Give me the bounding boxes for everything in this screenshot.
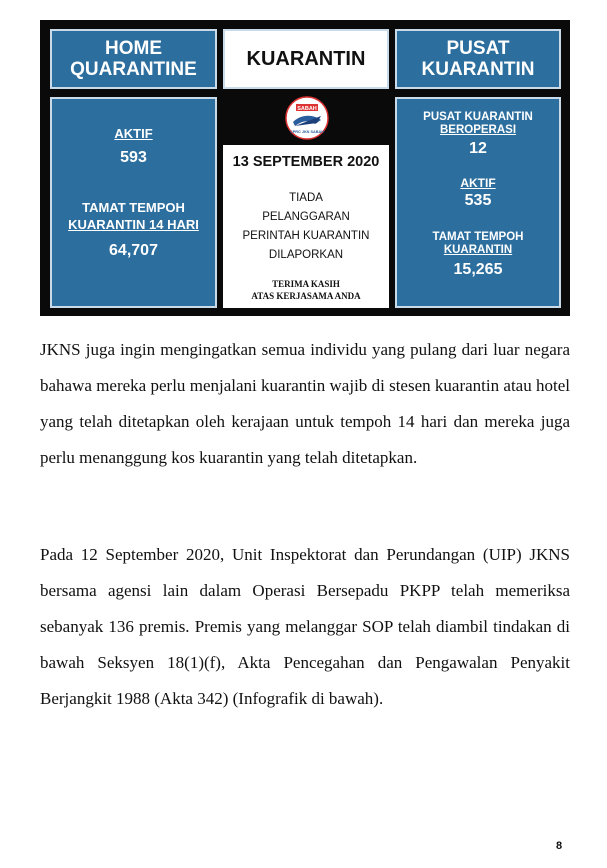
home-quarantine-stats [50, 97, 217, 308]
pusat-completed-label-line1: TAMAT TEMPOH [432, 231, 524, 243]
pusat-kuarantin-stats [395, 97, 561, 308]
paragraph-inspection: Pada 12 September 2020, Unit Inspektorat dan Perundangan (UIP) JKNS bersama agensi lain dalam Operasi Bersepadu PKPP telah memeriksa sebanyak 136 premis. Premis yang melanggar SOP telah diambil tindakan di bawah Seksyen 18(1)(f), Akta Pencegahan dan Pengawalan Penyakit Berjangkit 1988 (Akta 342) (Infografik di bawah). [40, 545, 570, 708]
pusat-active-value: 535 [464, 192, 492, 209]
sabah-logo-icon [285, 96, 329, 140]
home-completed-label-line1: TAMAT TEMPOH [82, 200, 185, 215]
notice-line: PELANGGARAN [262, 211, 350, 223]
home-completed-label [52, 199, 215, 233]
home-quarantine-title-line2: QUARANTINE [70, 59, 197, 80]
notice-line: TIADA [289, 192, 323, 204]
home-completed-label-line2: KUARANTIN 14 HARI [68, 217, 199, 232]
operating-label [397, 111, 559, 137]
pusat-completed-value: 15,265 [453, 261, 503, 278]
center-thanks [223, 278, 389, 302]
home-completed-value: 64,707 [109, 242, 158, 259]
center-notice-box [223, 145, 389, 308]
paragraph-advisory: JKNS juga ingin mengingatkan semua individu yang pulang dari luar negara bahawa mereka perlu menjalani kuarantin wajib di stesen kuarantin atau hotel yang telah ditetapkan oleh kerajaan untuk tempoh 14 hari dan mereka juga perlu menanggung kos kuarantin yang telah ditetapkan. [40, 340, 570, 467]
kuarantin-title-text: KUARANTIN [246, 47, 366, 70]
logo-text: SABAH [297, 106, 317, 112]
sabah-logo [285, 96, 329, 140]
operating-label-line1: PUSAT KUARANTIN [423, 111, 533, 123]
notice-line: PERINTAH KUARANTIN [242, 230, 370, 242]
pusat-kuarantin-title-line1: PUSAT [446, 37, 510, 59]
operating-value: 12 [469, 140, 487, 157]
center-date: 13 SEPTEMBER 2020 [232, 154, 380, 170]
home-quarantine-title-line1: HOME [105, 37, 162, 59]
logo-subtext: CPRC JKN SABAH [290, 130, 324, 134]
pusat-active-label: AKTIF [460, 176, 496, 190]
notice-line: DILAPORKAN [268, 249, 344, 261]
home-active-value: 593 [120, 149, 147, 166]
pusat-completed-label [397, 231, 559, 257]
pusat-completed-label-line2: KUARANTIN [443, 244, 513, 256]
operating-label-line2: BEROPERASI [439, 124, 517, 136]
pusat-kuarantin-title [395, 29, 561, 89]
kuarantin-title [223, 29, 389, 89]
home-active-label: AKTIF [114, 126, 153, 141]
center-notice [223, 189, 389, 265]
thanks-line1: TERIMA KASIH [272, 279, 340, 289]
quarantine-infographic [40, 20, 570, 316]
home-quarantine-title [50, 29, 217, 89]
thanks-line2: ATAS KERJASAMA ANDA [251, 291, 361, 301]
page-number: 8 [556, 840, 563, 852]
pusat-kuarantin-title-line2: KUARANTIN [421, 59, 535, 80]
